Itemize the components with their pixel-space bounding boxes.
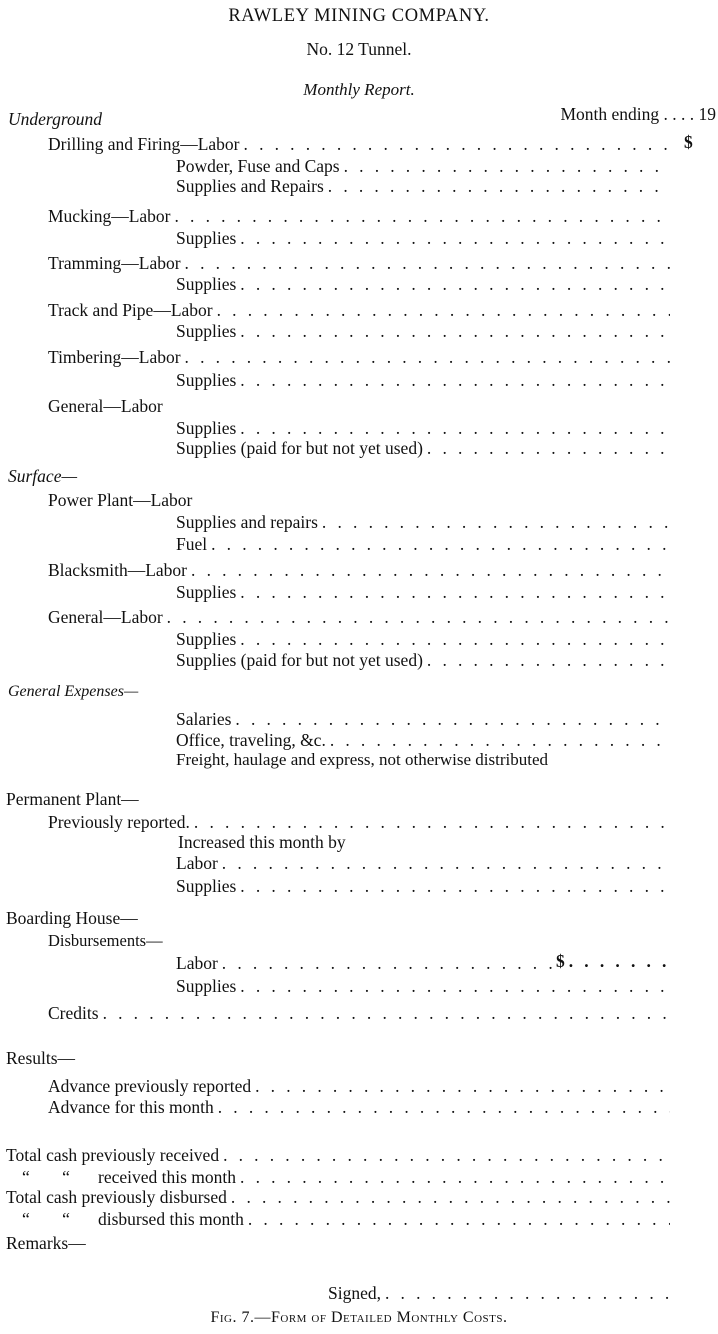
general-supplies-line: Supplies . . . [176,417,670,439]
results-heading: Results— [6,1048,76,1068]
credits-line: Credits . . . [48,1002,670,1024]
track-labor-line: Track and Pipe—Labor . . . [48,299,670,321]
tramming-supplies-line: Supplies . . . [176,273,670,295]
tunnel-title: No. 12 Tunnel. [306,39,412,59]
freight-line: Freight, haulage and express, not otherwise distributed [176,750,549,769]
blacksmith-supplies-line: Supplies . . . [176,581,670,603]
ditto-disbursed: “ “ [22,1209,84,1229]
salaries-line: Salaries . . . [176,708,670,730]
plant-labor-line: Labor . . . [176,852,670,874]
timbering-labor-line: Timbering—Labor . . . [48,346,670,368]
power-labor-line: Power Plant—Labor [48,490,193,510]
blacksmith-labor-line: Blacksmith—Labor . . . [48,559,670,581]
boarding-labor-line: Labor . . . [176,952,552,974]
plant-supplies-line: Supplies . . . [176,875,670,897]
underground-heading: Underground [8,109,102,129]
surface-general-supplies-line: Supplies . . . [176,628,670,650]
track-supplies-line: Supplies . . . [176,320,670,342]
drilling-powder-line: Powder, Fuse and Caps . . . [176,155,670,177]
signed-line: Signed, . . . [328,1282,670,1304]
total-received-prev-line: Total cash previously received . . . [6,1144,670,1166]
previously-reported-line: Previously reported. . . . [48,811,670,833]
received-month-line: received this month . . . [98,1166,670,1188]
general-labor-line: General—Labor [48,396,163,416]
boarding-supplies-line: Supplies . . . [176,975,670,997]
tramming-labor-line: Tramming—Labor . . . [48,252,670,274]
drilling-labor-line: Drilling and Firing—Labor . . . [48,133,670,155]
surface-heading: Surface— [8,466,78,486]
power-supplies-line: Supplies and repairs . . . [176,511,670,533]
timbering-supplies-line: Supplies . . . [176,369,670,391]
boarding-dollar-line: $ . . . [556,950,670,972]
drilling-supplies-line: Supplies and Repairs . . . [176,175,670,197]
total-disbursed-prev-line: Total cash previously disbursed . . . [6,1186,670,1208]
figure-caption: Fig. 7.—Form of Detailed Monthly Costs. [210,1309,508,1326]
dollar-sign: $ [684,132,693,152]
month-ending: Month ending . . . . 19 [560,104,716,124]
general-expenses-heading: General Expenses— [8,683,139,700]
surface-general-labor-line: General—Labor . . . [48,606,670,628]
power-fuel-line: Fuel . . . [176,533,670,555]
general-supplies-unused-line: Supplies (paid for but not yet used) . . . [176,437,670,459]
remarks-label: Remarks— [6,1233,86,1253]
increased-line: Increased this month by [178,832,346,852]
permanent-plant-heading: Permanent Plant— [6,789,139,809]
advance-month-line: Advance for this month . . . [48,1096,670,1118]
ditto-received: “ “ [22,1167,84,1187]
boarding-house-heading: Boarding House— [6,908,138,928]
disbursements-heading: Disbursements— [48,931,163,950]
disbursed-month-line: disbursed this month . . . [98,1208,670,1230]
mucking-supplies-line: Supplies . . . [176,227,670,249]
office-line: Office, traveling, &c. . . . [176,729,670,751]
advance-previous-line: Advance previously reported . . . [48,1075,670,1097]
mucking-labor-line: Mucking—Labor . . . [48,205,670,227]
surface-general-supplies-unused-line: Supplies (paid for but not yet used) . . . [176,649,670,671]
company-title: RAWLEY MINING COMPANY. [228,6,490,26]
report-subtitle: Monthly Report. [303,80,415,99]
